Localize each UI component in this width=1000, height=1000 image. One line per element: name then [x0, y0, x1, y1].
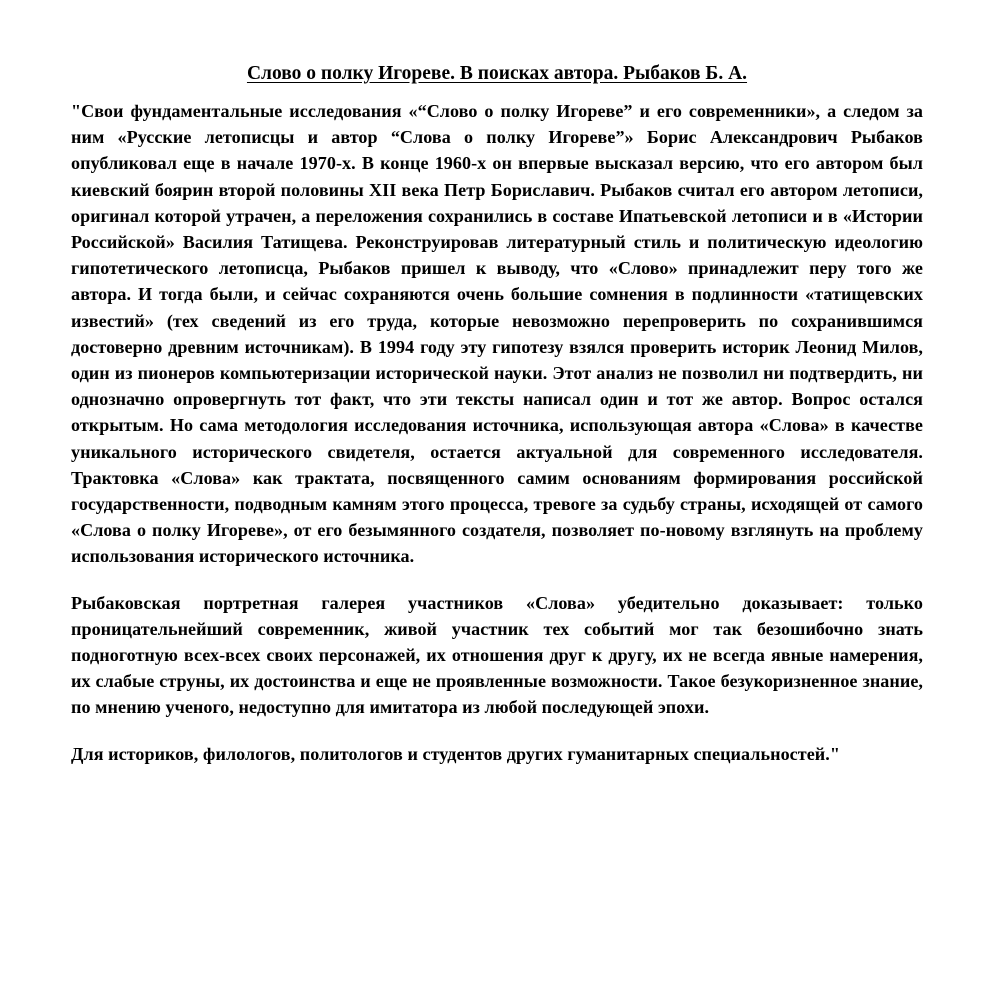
document-page: [71, 60, 923, 767]
paragraph-description: "Свои фундаментальные исследования «“Слово о полку Игореве” и его современники», а следом за ним «Русские летописцы и автор “Слова о полку Игореве”» Борис Александрович Рыбаков опубликовал еще в начале 1970-х. В конце 1960-х он впервые высказал версию, что его автором был киевский боярин второй половины XII века Петр Бориславич. Рыбаков считал его автором летописи, оригинал которой утрачен, а переложения сохранились в составе Ипатьевской летописи и в «Истории Российской» Василия Татищева. Реконструировав литературный стиль и политическую идеологию гипотетического летописца, Рыбаков пришел к выводу, что «Слово» принадлежит перу того же автора. И тогда были, и сейчас сохраняются очень большие сомнения в подлинности «татищевских известий» (тех сведений из его труда, которые невозможно перепроверить по сохранившимся достоверно древним источникам). В 1994 году эту гипотезу взялся проверить историк Леонид Милов, один из пионеров компьютеризации исторической науки. Этот анализ не позволил ни подтвердить, ни однозначно опровергнуть тот факт, что эти тексты написал один и тот же автор. Вопрос остался открытым. Но сама методология исследования источника, использующая автора «Слова» в качестве уникального исторического свидетеля, остается актуальной для современного исследователя. Трактовка «Слова» как трактата, посвященного самим основаниям формирования российской государственности, подводным камням этого процесса, тревоге за судьбу страны, исходящей от самого «Слова о полку Игореве», от его безымянного создателя, позволяет по-новому взглянуть на проблему использования исторического источника.: [71, 101, 923, 567]
paragraph-audience: Для историков, филологов, политологов и студентов других гуманитарных специальностей.": [71, 743, 840, 764]
document-title: Слово о полку Игореве. В поисках автора. Рыбаков Б. А.: [246, 63, 748, 84]
paragraph-portrait-gallery: Рыбаковская портретная галерея участников «Слова» убедительно доказывает: только проницательнейший современник, живой участник тех событий мог так безошибочно знать подноготную всех-всех своих персонажей, их отношения друг к другу, их не всегда явные намерения, их слабые струны, их достоинства и еще не проявленные возможности. Такое безукоризненное знание, по мнению ученого, недоступно для имитатора из любой последующей эпохи.: [71, 592, 923, 718]
